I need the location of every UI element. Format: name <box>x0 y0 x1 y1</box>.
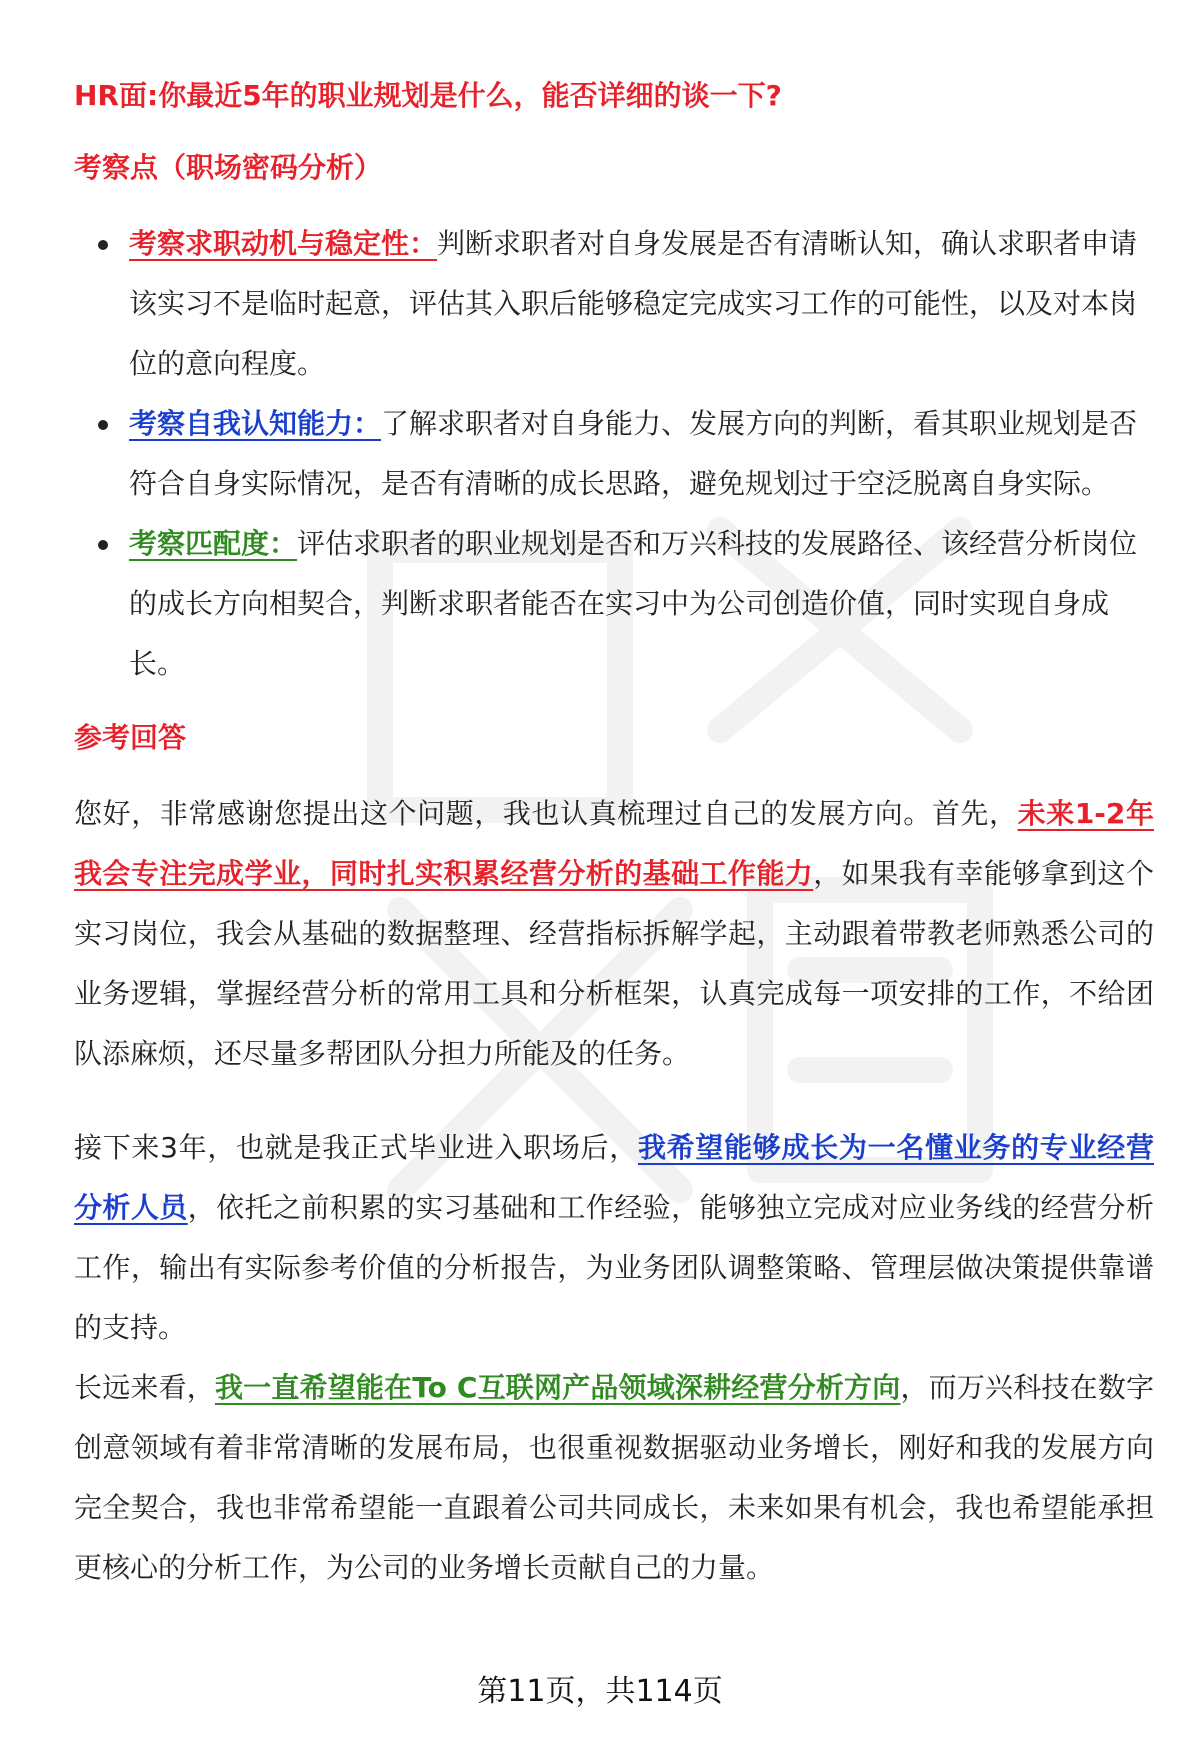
bullet-dot-icon <box>98 420 108 430</box>
bullet-text: 了解求职者对自身能力、发展方向的判断，看其职业规划是否符合自身实际情况，是否有清晰的成长思路，避免规划过于空泛脱离自身实际。 <box>129 407 1138 500</box>
analysis-heading: 考察点（职场密码分析） <box>74 151 383 184</box>
paragraph-highlight: 未来1-2年我会专注完成学业，同时扎实积累经营分析的基础工作能力 <box>74 797 1154 890</box>
list-item <box>74 394 1154 514</box>
paragraph-highlight: 我一直希望能在To C互联网产品领域深耕经营分析方向 <box>214 1371 901 1404</box>
bullet-text: 判断求职者对自身发展是否有清晰认知，确认求职者申请该实习不是临时起意，评估其入职后能够稳定完成实习工作的可能性，以及对本岗位的意向程度。 <box>129 227 1138 380</box>
answer-paragraph <box>74 1358 1154 1598</box>
paragraph-text: 长远来看， <box>74 1371 215 1404</box>
answer-heading: 参考回答 <box>74 721 187 754</box>
answer-paragraph <box>74 1118 1154 1358</box>
document-content <box>74 70 1154 1598</box>
paragraph-text: ，而万兴科技在数字创意领域有着非常清晰的发展布局，也很重视数据驱动业务增长，刚好和我的发展方向完全契合，我也非常希望能一直跟着公司共同成长，未来如果有机会，我也希望能承担更核心的分析工作，为公司的业务增长贡献自己的力量。 <box>74 1371 1154 1584</box>
analysis-list <box>74 214 1154 694</box>
bullet-dot-icon <box>98 240 108 250</box>
paragraph-text: 接下来3年，也就是我正式毕业进入职场后， <box>74 1131 638 1164</box>
paragraph-text: 您好，非常感谢您提出这个问题，我也认真梳理过自己的发展方向。首先， <box>74 797 1018 830</box>
question-title: HR面:你最近5年的职业规划是什么，能否详细的谈一下? <box>74 79 782 112</box>
paragraph-text: ，如果我有幸能够拿到这个实习岗位，我会从基础的数据整理、经营指标拆解学起，主动跟着带教老师熟悉公司的业务逻辑，掌握经营分析的常用工具和分析框架，认真完成每一项安排的工作，不给团队添麻烦，还尽量多帮团队分担力所能及的任务。 <box>74 857 1154 1070</box>
bullet-keyword: 考察匹配度： <box>129 527 298 560</box>
bullet-keyword: 考察自我认知能力： <box>129 407 382 440</box>
page-number: 第11页，共114页 <box>477 1674 723 1709</box>
answer-paragraph <box>74 784 1154 1084</box>
bullet-keyword: 考察求职动机与稳定性： <box>129 227 438 260</box>
bullet-dot-icon <box>98 540 108 550</box>
list-item <box>74 214 1154 394</box>
paragraph-text: ，依托之前积累的实习基础和工作经验，能够独立完成对应业务线的经营分析工作，输出有实际参考价值的分析报告，为业务团队调整策略、管理层做决策提供靠谱的支持。 <box>74 1191 1154 1344</box>
paragraph-highlight: 我希望能够成长为一名懂业务的专业经营分析人员 <box>74 1131 1154 1224</box>
bullet-text: 评估求职者的职业规划是否和万兴科技的发展路径、该经营分析岗位的成长方向相契合，判断求职者能否在实习中为公司创造价值，同时实现自身成长。 <box>129 527 1138 680</box>
list-item <box>74 514 1154 694</box>
